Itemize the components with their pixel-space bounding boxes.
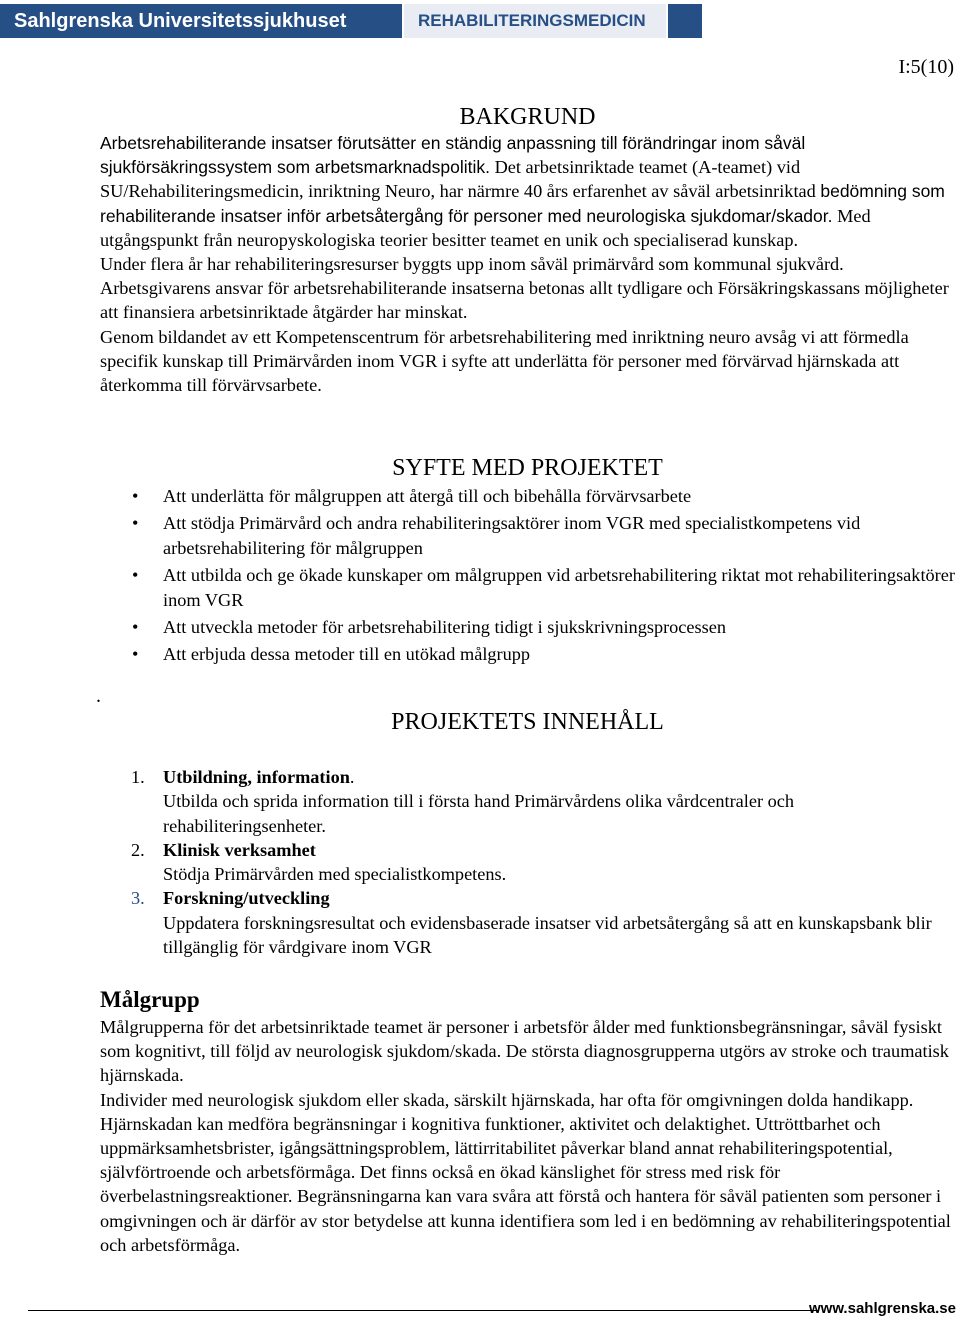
item-text: Utbilda och sprida information till i första hand Primärvårdens olika vårdcentraler och rehabiliteringsenheter.: [163, 791, 795, 836]
bakgrund-p2a: Under flera år har rehabiliteringsresurser byggts upp inom såväl primärvård som kommunal sjukvård.: [100, 254, 844, 275]
item-number: 2.: [131, 839, 145, 860]
bakgrund-body: [100, 131, 955, 397]
heading-syfte: SYFTE MED PROJEKTET: [392, 455, 663, 481]
list-item: [100, 838, 955, 887]
bullet-icon: •: [132, 644, 139, 664]
header-department: REHABILITERINGSMEDICIN: [404, 4, 666, 38]
heading-malgrupp: Målgrupp: [100, 987, 200, 1012]
list-item: [100, 886, 955, 959]
innehall-numbered-list: [100, 765, 955, 959]
item-text: Uppdatera forskningsresultat och evidensbaserade insatser vid arbetsåtergång så att en kunskapsbank blir tillgänglig för vårdgivare inom VGR: [163, 912, 932, 958]
list-item: • Att utbilda och ge ökade kunskaper om målgruppen vid arbetsrehabilitering riktat mot rehabiliteringsaktörer inom VGR: [132, 565, 955, 610]
header-bar: [0, 4, 702, 38]
list-item: • Att erbjuda dessa metoder till en utökad målgrupp: [100, 642, 955, 667]
list-item: • Att stödja Primärvård och andra rehabiliteringsaktörer inom VGR med specialistkompetens vid arbetsrehabilitering för målgruppen: [132, 513, 861, 558]
list-item: • Att underlätta för målgruppen att återgå till och bibehålla förvärvsarbete: [100, 484, 955, 509]
bakgrund-p1d: Med utgångspunkt från neuropyskologiska teorier besitter teamet en unik och specialiserad kunskap.: [100, 205, 871, 250]
item-title: Utbildning, information: [163, 767, 350, 787]
malgrupp-p1: Målgrupperna för det arbetsinriktade teamet är personer i arbetsför ålder med funktionsbegränsningar, såväl fysiskt som kognitivt, till följd av neurologisk sjukdom/skada. De största diagnosgrupperna utgörs av stroke och traumatisk hjärnskada.: [100, 1017, 949, 1086]
item-text: Stödja Primärvården med specialistkompetens.: [163, 864, 507, 885]
bakgrund-p3: Genom bildandet av ett Kompetenscentrum för arbetsrehabilitering med inriktning neuro avsåg vi att förmedla specifik kunskap till Primärvården inom VGR i syfte att underlätta för personer med förvärvad hjärnskada att återkomma till förvärvsarbete.: [100, 326, 909, 396]
malgrupp-p2: Individer med neurologisk sjukdom eller skada, särskilt hjärnskada, har ofta för omgivningen dolda handikapp. Hjärnskadan kan medföra begränsningar i kognitiva funktioner, aktivitet och delaktighet. Uttröttbarhet och uppmärksamhetsbrister, igångsättningsproblem, lättirritabilitet påverkar bland annat rehabiliteringspotential, självförtroende och arbetsförmåga. Det finns också en ökad känslighet för stress med risk för överbelastningsreaktioner. Begränsningarna kan vara svåra att förstå och hantera för såväl patienten som personer i omgivningen och är därför av stor betydelse att kunna identifiera som led i en bedömning av rehabiliteringspotential och arbetsförmåga.: [100, 1089, 951, 1255]
bakgrund-p1b: Det arbetsinriktade teamet (A-teamet) vid SU/Rehabiliteringsmedicin, inriktning Neuro, har närmre 40 års erfarenhet av såväl arbetsinriktad: [100, 157, 816, 202]
list-item: • Att utveckla metoder för arbetsrehabilitering tidigt i sjukskrivningsprocessen: [100, 615, 955, 640]
item-number: 3.: [131, 888, 145, 909]
list-item: 1. Utbildning, information. Utbilda och sprida information till i första hand Primärvårdens olika vårdcentraler och rehabiliteringsenheter.: [100, 765, 955, 838]
footer-url: www.sahlgrenska.se: [808, 1300, 956, 1317]
item-number: 1.: [131, 767, 145, 787]
malgrupp-body: [100, 1015, 955, 1257]
footer-rule: [28, 1310, 818, 1311]
header-square-logo: [668, 4, 702, 38]
item-title: Forskning/utveckling: [163, 888, 330, 909]
stray-dot: .: [96, 685, 101, 707]
bullet-icon: •: [132, 565, 139, 585]
bakgrund-p1a: Arbetsrehabiliterande insatser förutsätter en ständig anpassning till förändringar inom såväl sjukförsäkringssystem som arbetsmarknadspolitik.: [100, 133, 806, 178]
heading-innehall: PROJEKTETS INNEHÅLL: [391, 709, 664, 735]
page-number: I:5(10): [898, 56, 954, 78]
heading-bakgrund: BAKGRUND: [459, 104, 596, 130]
bakgrund-p1c: bedömning som rehabiliterande insatser inför arbetsåtergång för personer med neurologiska sjukdomar/skador.: [100, 181, 945, 226]
syfte-bullet-list: [100, 484, 955, 669]
item-title: Klinisk verksamhet: [163, 839, 316, 860]
header-org-name: Sahlgrenska Universitetssjukhuset: [0, 4, 402, 38]
bullet-icon: •: [132, 486, 139, 506]
bullet-icon: •: [132, 513, 139, 533]
bullet-icon: •: [132, 617, 139, 637]
bakgrund-p2b: Arbetsgivarens ansvar för arbetsrehabiliterande insatserna betonas allt tydligare och Försäkringskassans möjligheter att finansiera arbetsinriktade åtgärder har minskat.: [100, 278, 949, 323]
